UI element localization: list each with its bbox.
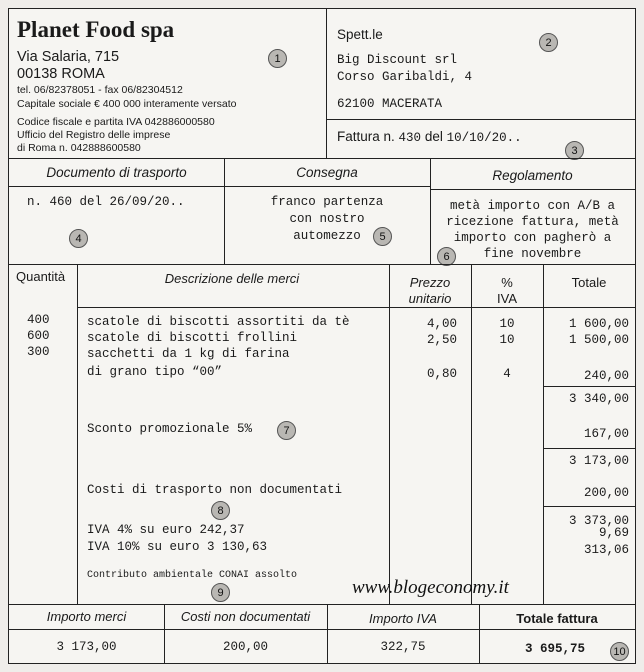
invoice-del: del [424, 129, 443, 144]
item-row-2-desc: scatole di biscotti frollini [87, 331, 298, 345]
conai-note: Contributo ambientale CONAI assolto [87, 570, 298, 581]
item-row-1-desc: scatole di biscotti assortiti da tè [87, 315, 350, 329]
column-header-price-2: unitario [408, 291, 452, 306]
vat-4-value: 9,69 [598, 526, 629, 540]
invoice-document [8, 8, 636, 664]
column-header-total: Totale [571, 275, 607, 290]
item-row-4-desc: di grano tipo “00” [87, 365, 223, 379]
item-row-2-vat: 10 [499, 333, 515, 347]
item-row-3-qty: 300 [27, 345, 50, 359]
footer-costs-label: Costi non documentati [180, 609, 311, 624]
item-row-1-price: 4,00 [426, 317, 457, 331]
recipient-street: Corso Garibaldi, 4 [337, 70, 473, 84]
seller-registry-line-2: di Roma n. 042888600580 [17, 142, 141, 154]
transport-costs-label: Costi di trasporto non documentati [87, 483, 343, 497]
footer-costs-value: 200,00 [222, 640, 268, 654]
column-header-qty: Quantità [16, 269, 66, 284]
item-row-4-price: 0,80 [426, 367, 457, 381]
footer-goods-label: Importo merci [46, 609, 127, 624]
item-row-1-total: 1 600,00 [568, 317, 629, 331]
footer-vat-value: 322,75 [380, 640, 426, 654]
item-row-2-qty: 600 [27, 329, 50, 343]
item-row-4-total: 240,00 [583, 369, 629, 383]
item-row-2-price: 2,50 [426, 333, 457, 347]
footer-vat-label: Importo IVA [369, 611, 437, 626]
seller-registry-line-1: Ufficio del Registro delle imprese [17, 129, 171, 141]
recipient-name: Big Discount srl [337, 53, 458, 67]
callout-badge-6: 6 [437, 247, 456, 266]
payment-line-3: importo con pagherò a [453, 231, 612, 245]
seller-name: Planet Food spa [17, 17, 175, 42]
subtotal-1: 3 340,00 [568, 392, 629, 406]
callout-badge-9: 9 [211, 583, 230, 602]
seller-city: 00138 ROMA [17, 66, 105, 82]
seller-phone: tel. 06/82378051 - fax 06/82304512 [17, 84, 183, 96]
transport-value: n. 460 del 26/09/20.. [27, 195, 185, 209]
delivery-header: Consegna [296, 165, 358, 180]
item-row-4-vat: 4 [503, 367, 511, 381]
seller-capital: Capitale sociale € 400 000 interamente versato [17, 98, 237, 110]
callout-badge-4: 4 [69, 229, 88, 248]
callout-badge-5: 5 [373, 227, 392, 246]
item-row-2-total: 1 500,00 [568, 333, 629, 347]
seller-tax-code: Codice fiscale e partita IVA 042886000580 [17, 116, 215, 128]
invoice-number: 430 [398, 131, 422, 145]
subtotal-2: 3 173,00 [568, 454, 629, 468]
callout-badge-3: 3 [565, 141, 584, 160]
footer-total-value: 3 695,75 [525, 642, 586, 656]
transport-costs-value: 200,00 [583, 486, 629, 500]
delivery-line-3: automezzo [293, 229, 361, 243]
payment-line-4: fine novembre [483, 247, 582, 261]
item-row-1-vat: 10 [499, 317, 515, 331]
item-row-1-qty: 400 [27, 313, 50, 327]
column-header-vat-1: % [501, 275, 513, 290]
callout-badge-7: 7 [277, 421, 296, 440]
column-header-desc: Descrizione delle merci [164, 271, 300, 286]
seller-street: Via Salaria, 715 [17, 49, 120, 65]
invoice-date: 10/10/20.. [446, 131, 522, 145]
invoice-number-line [337, 129, 522, 145]
recipient-city: 62100 MACERATA [337, 97, 443, 111]
footer-goods-value: 3 173,00 [56, 640, 117, 654]
column-header-vat-2: IVA [497, 291, 517, 306]
watermark: www.blogeconomy.it [352, 577, 509, 598]
transport-header: Documento di trasporto [46, 165, 187, 180]
delivery-line-1: franco partenza [270, 195, 384, 209]
delivery-line-2: con nostro [289, 212, 365, 226]
callout-badge-2: 2 [539, 33, 558, 52]
payment-line-1: metà importo con A/B a [449, 199, 616, 213]
discount-label: Sconto promozionale 5% [87, 422, 253, 436]
vat-10-value: 313,06 [583, 543, 629, 557]
payment-header: Regolamento [492, 168, 573, 183]
callout-badge-8: 8 [211, 501, 230, 520]
subtotal-3: 3 373,00 [568, 514, 629, 528]
column-header-price-1: Prezzo [409, 275, 451, 290]
footer-total-label: Totale fattura [516, 611, 598, 626]
vat-4-label: IVA 4% su euro 242,37 [87, 523, 245, 537]
discount-value: 167,00 [583, 427, 629, 441]
invoice-prefix: Fattura n. [337, 129, 395, 144]
recipient-label: Spett.le [337, 27, 383, 42]
vat-10-label: IVA 10% su euro 3 130,63 [87, 540, 268, 554]
payment-line-2: ricezione fattura, metà [446, 215, 619, 229]
callout-badge-1: 1 [268, 49, 287, 68]
callout-badge-10: 10 [610, 642, 629, 661]
item-row-3-desc: sacchetti da 1 kg di farina [87, 347, 290, 361]
